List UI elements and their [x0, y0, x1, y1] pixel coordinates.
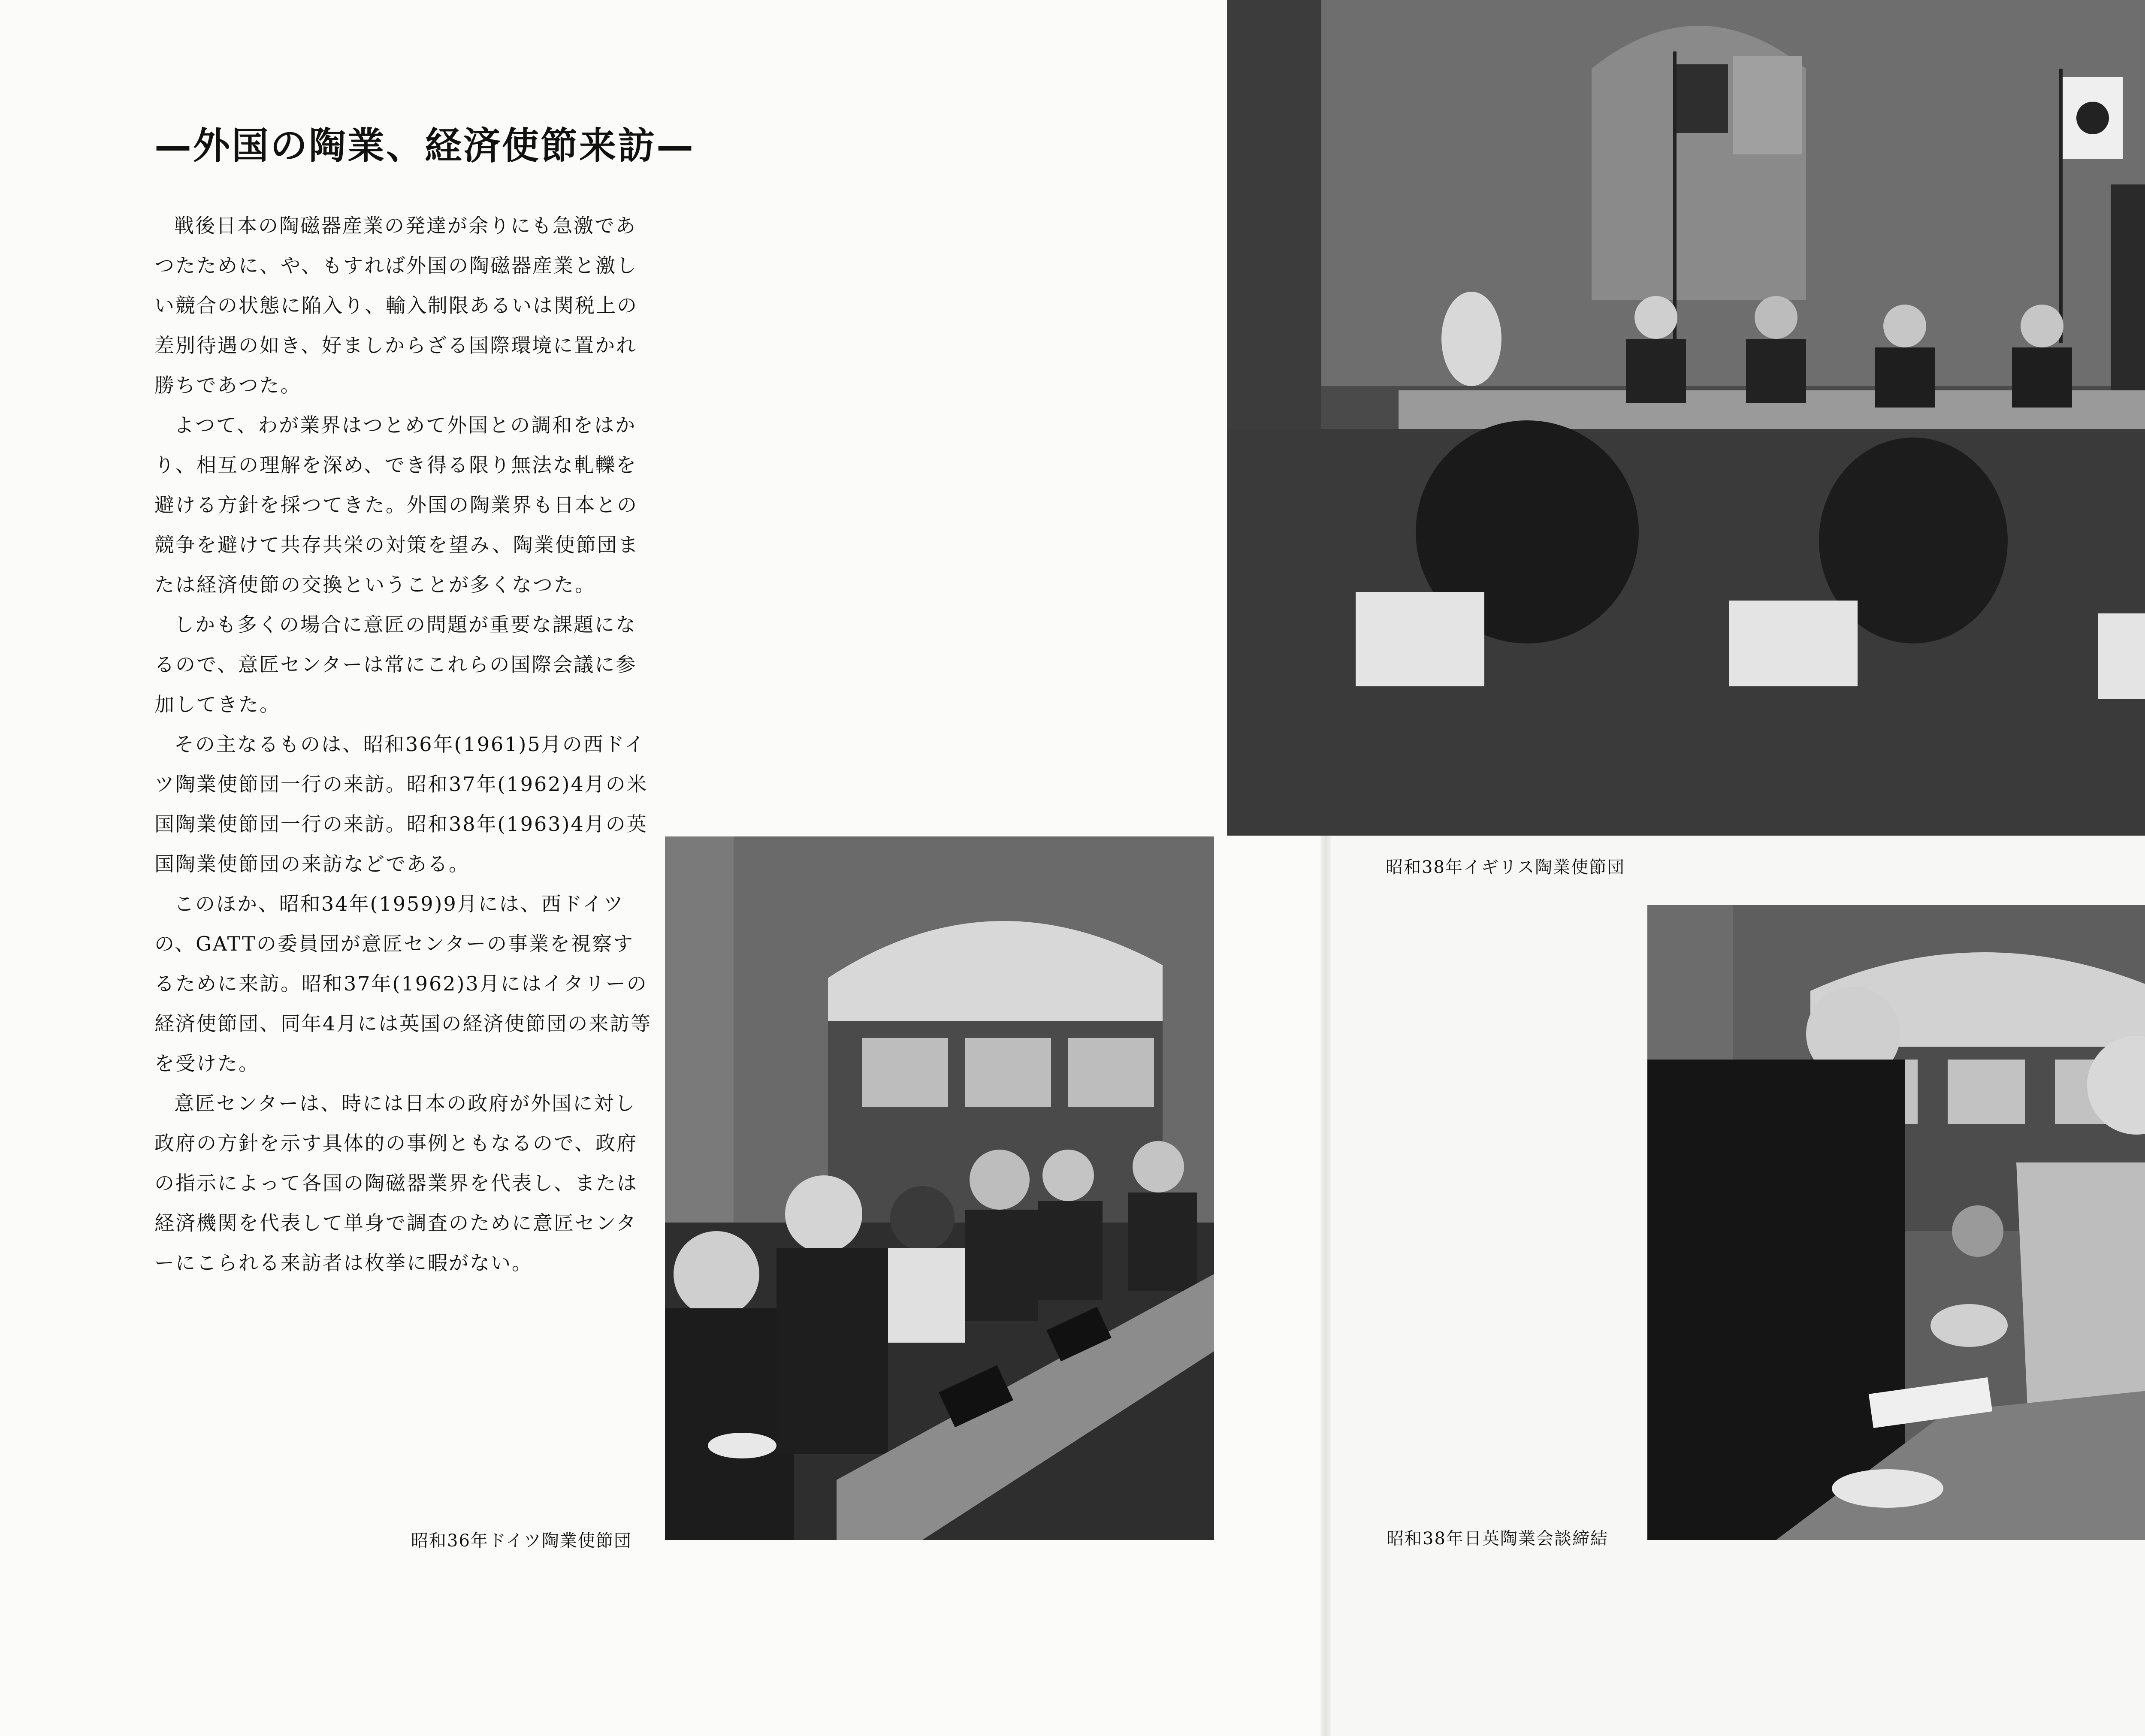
- photo-japan-uk-agreement: [1647, 905, 2145, 1540]
- caption-british-delegation: 昭和38年イギリス陶業使節団: [1386, 857, 1625, 877]
- paragraph: その主なるものは、昭和36年(1961)5月の西ドイツ陶業使節団一行の来訪。昭和37年(1962)4月の米国陶業使節団一行の来訪。昭和38年(1963)4月の英国陶業使節団の来訪などである。: [154, 733, 648, 876]
- paragraph: 意匠センターは、時には日本の政府が外国に対し政府の方針を示す具体的の事例ともなるので、政府の指示によって各国の陶磁器業界を代表し、または経済機関を代表して単身で調査のために意匠センターにこられる来訪者は枚挙に暇がない。: [154, 1092, 638, 1274]
- caption-japan-uk-agreement: 昭和38年日英陶業会談締結: [1387, 1529, 1608, 1549]
- caption-german-delegation: 昭和36年ドイツ陶業使節団: [411, 1531, 632, 1551]
- paragraph: よつて、わが業界はつとめて外国との調和をはかり、相互の理解を深め、でき得る限り無法な軋轢を避ける方針を採つてきた。外国の陶業界も日本との競争を避けて共存共栄の対策を望み、陶業使節団または経済使節の交換ということが多くなつた。: [154, 414, 639, 596]
- paragraph: 戦後日本の陶磁器産業の発達が余りにも急激であつたために、や、もすれば外国の陶磁器産業と激しい競合の状態に陥入り、輸入制限あるいは関税上の差別待遇の如き、好ましからざる国際環境に置かれ勝ちであつた。: [154, 214, 638, 397]
- photo-german-delegation: [665, 836, 1214, 1540]
- paragraph: しかも多くの場合に意匠の問題が重要な課題になるので、意匠センターは常にこれらの国際会議に参加してきた。: [154, 613, 637, 716]
- paragraph: このほか、昭和34年(1959)9月には、西ドイツの、GATTの委員団が意匠センターの事業を視察するために来訪。昭和37年(1962)3月にはイタリーの経済使節団、同年4月には英国の経済使節団の来訪等を受けた。: [154, 892, 652, 1075]
- body-text: [154, 206, 652, 1283]
- photo-british-delegation: [1227, 0, 2145, 836]
- page-title: —外国の陶業、経済使節来訪—: [154, 124, 695, 167]
